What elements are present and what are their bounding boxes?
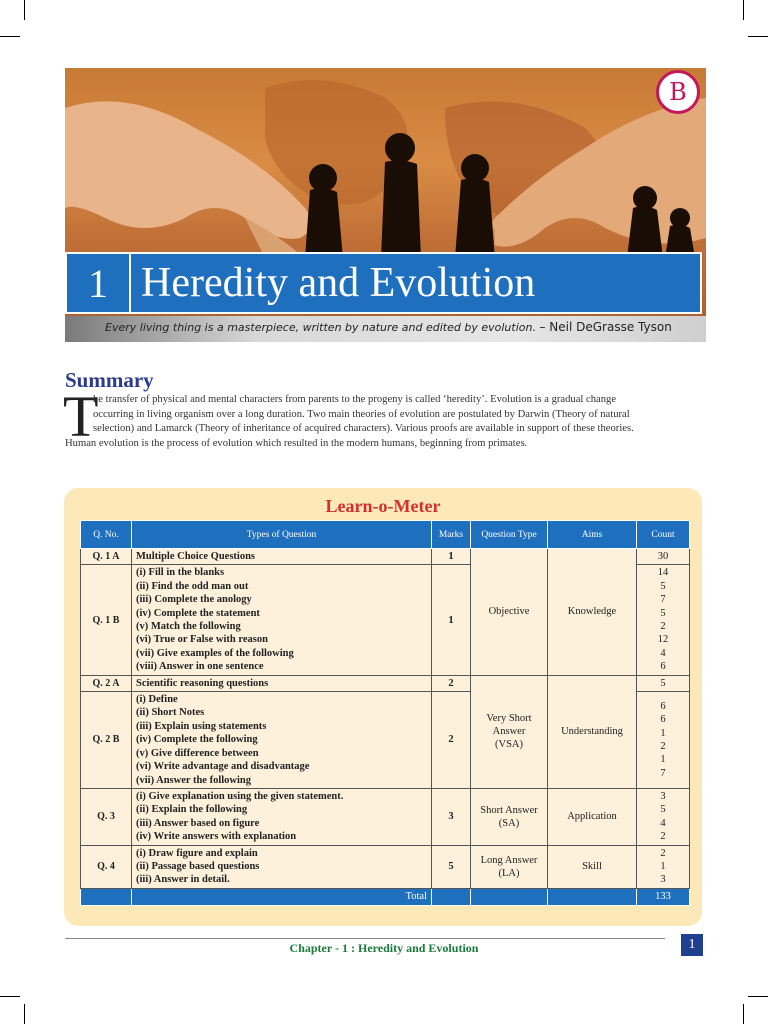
type-item: (v) Give difference between: [136, 747, 259, 759]
count-item: 7: [660, 594, 666, 606]
header-aims: Aims: [548, 521, 637, 549]
type-item: (viii) Answer in one sentence: [136, 661, 264, 673]
type-item: (i) Define: [136, 694, 178, 706]
count-cell: [637, 675, 690, 691]
type-item: (iv) Complete the following: [136, 734, 258, 746]
qno-cell: Q. 2 B: [81, 692, 132, 789]
count-cell: [637, 788, 690, 845]
count-item: 1: [660, 727, 666, 739]
type-item: Multiple Choice Questions: [136, 551, 256, 562]
table-row: [81, 845, 690, 888]
crop-mark: [743, 0, 744, 20]
learn-o-meter-table: [80, 520, 690, 906]
qno-cell: Q. 1 B: [81, 565, 132, 675]
type-item: (iii) Answer in detail.: [136, 874, 230, 886]
header-types: Types of Question: [132, 521, 432, 549]
types-cell: [132, 788, 432, 845]
types-cell: [132, 692, 432, 789]
crop-mark: [24, 1004, 25, 1024]
marks-cell: 1: [432, 549, 471, 565]
badge-letter: B: [669, 78, 687, 106]
count-item: 5: [660, 804, 666, 816]
types-cell: [132, 845, 432, 888]
header-question-type: Question Type: [471, 521, 548, 549]
type-item: (ii) Passage based questions: [136, 860, 260, 872]
type-item: (ii) Explain the following: [136, 804, 248, 816]
table-row: [81, 549, 690, 565]
count-item: 6: [660, 714, 666, 726]
type-item: (i) Fill in the blanks: [136, 567, 225, 579]
quote-text: Every living thing is a masterpiece, written by nature and edited by evolution.: [105, 321, 536, 334]
aims-cell: Knowledge: [548, 549, 637, 676]
type-item: (ii) Find the odd man out: [136, 580, 249, 592]
table-header-row: [81, 521, 690, 549]
aims-cell: Understanding: [548, 675, 637, 788]
count-item: 5: [660, 677, 666, 689]
type-item: (iii) Answer based on figure: [136, 817, 260, 829]
qtype-line: Long Answer: [480, 854, 538, 866]
types-cell: [132, 549, 432, 565]
count-item: 2: [660, 831, 666, 843]
type-item: (i) Draw figure and explain: [136, 847, 258, 859]
count-item: 2: [660, 847, 666, 859]
qno-cell: Q. 3: [81, 788, 132, 845]
count-item: 5: [660, 580, 666, 592]
count-item: 4: [660, 817, 666, 829]
page-number: 1: [681, 934, 703, 956]
chapter-quote: [105, 320, 672, 334]
chapter-title: Heredity and Evolution: [141, 260, 536, 306]
qtype-line: Very Short: [486, 713, 532, 725]
summary-line: selection) and Lamarck (Theory of inheritance of acquired characters). Various proofs are available in support of these theories.: [93, 423, 634, 434]
table-row: [81, 675, 690, 691]
type-item: (iii) Explain using statements: [136, 720, 267, 732]
qtype-line: Answer: [492, 726, 526, 738]
total-blank: [81, 888, 132, 905]
count-item: 5: [660, 607, 666, 619]
learn-o-meter-heading: Learn-o-Meter: [325, 496, 441, 516]
count-item: 6: [660, 661, 666, 673]
header-qno: Q. No.: [81, 521, 132, 549]
count-cell: [637, 549, 690, 565]
qno-cell: Q. 1 A: [81, 549, 132, 565]
qtype-line: Short Answer: [480, 804, 538, 816]
crop-mark: [743, 1004, 744, 1024]
type-item: Scientific reasoning questions: [136, 677, 269, 689]
count-item: 2: [660, 740, 666, 752]
crop-mark: [24, 0, 25, 20]
table-row: [81, 788, 690, 845]
header-count: Count: [637, 521, 690, 549]
chapter-number: 1: [67, 254, 131, 312]
summary-line: he transfer of physical and mental characters from parents to the progeny is called ‘heredity’. Evolution is a gradual change: [93, 394, 617, 405]
count-item: 1: [660, 754, 666, 766]
type-item: (v) Match the following: [136, 621, 241, 633]
summary-text: [65, 393, 705, 451]
count-item: 12: [657, 634, 669, 646]
type-item: (vii) Answer the following: [136, 774, 252, 786]
series-badge: [656, 70, 700, 114]
total-row: [81, 888, 690, 905]
marks-cell: 2: [432, 692, 471, 789]
count-item: 3: [660, 790, 666, 802]
count-item: 2: [660, 621, 666, 633]
qtype-line: (VSA): [495, 739, 523, 751]
count-item: 7: [660, 767, 666, 779]
chapter-title-bar: [65, 252, 702, 314]
quote-author: – Neil DeGrasse Tyson: [539, 320, 672, 334]
total-count: 133: [637, 888, 690, 905]
count-item: 30: [657, 551, 669, 562]
summary-heading: Summary: [65, 368, 154, 392]
footer-divider: [65, 938, 665, 939]
count-item: 1: [660, 860, 666, 872]
count-cell: [637, 565, 690, 675]
marks-cell: 5: [432, 845, 471, 888]
type-item: (vii) Give examples of the following: [136, 647, 294, 659]
header-marks: Marks: [432, 521, 471, 549]
type-item: (ii) Short Notes: [136, 707, 205, 719]
summary-line: occurring in living organism over a long duration. Two main theories of evolution are postulated by Darwin (Theory of natural: [93, 408, 630, 420]
total-blank: [471, 888, 548, 905]
count-item: 6: [660, 700, 666, 712]
qno-cell: Q. 2 A: [81, 675, 132, 691]
question-type-cell: [471, 788, 548, 845]
count-cell: [637, 692, 690, 789]
aims-cell: Application: [548, 788, 637, 845]
total-blank: [548, 888, 637, 905]
footer-chapter-label: Chapter - 1 : Heredity and Evolution: [289, 941, 479, 955]
types-cell: [132, 565, 432, 675]
types-cell: [132, 675, 432, 691]
count-cell: [637, 845, 690, 888]
crop-mark: [0, 996, 20, 997]
qno-cell: Q. 4: [81, 845, 132, 888]
marks-cell: 3: [432, 788, 471, 845]
qtype-line: (SA): [498, 817, 520, 829]
type-item: (vi) True or False with reason: [136, 634, 268, 646]
total-blank: [432, 888, 471, 905]
count-item: 14: [657, 567, 669, 579]
aims-cell: Skill: [548, 845, 637, 888]
count-item: 3: [660, 874, 666, 886]
type-item: (vi) Write advantage and disadvantage: [136, 761, 310, 773]
question-type-cell: Objective: [471, 549, 548, 676]
marks-cell: 1: [432, 565, 471, 675]
qtype-line: (LA): [498, 867, 520, 879]
question-type-cell: [471, 845, 548, 888]
quote-bar: [65, 316, 706, 342]
type-item: (iv) Complete the statement: [136, 607, 260, 619]
summary-line: Human evolution is the process of evolution which resulted in the modern humans, beginning from primates.: [65, 437, 528, 449]
crop-mark: [748, 36, 768, 37]
type-item: (iv) Write answers with explanation: [136, 831, 297, 843]
count-item: 4: [660, 647, 666, 659]
total-label: Total: [132, 888, 432, 905]
summary-dropcap: T: [63, 384, 99, 449]
question-type-cell: [471, 675, 548, 788]
type-item: (i) Give explanation using the given statement.: [136, 790, 344, 802]
crop-mark: [0, 36, 20, 37]
marks-cell: 2: [432, 675, 471, 691]
type-item: (iii) Complete the anology: [136, 594, 252, 606]
crop-mark: [748, 996, 768, 997]
